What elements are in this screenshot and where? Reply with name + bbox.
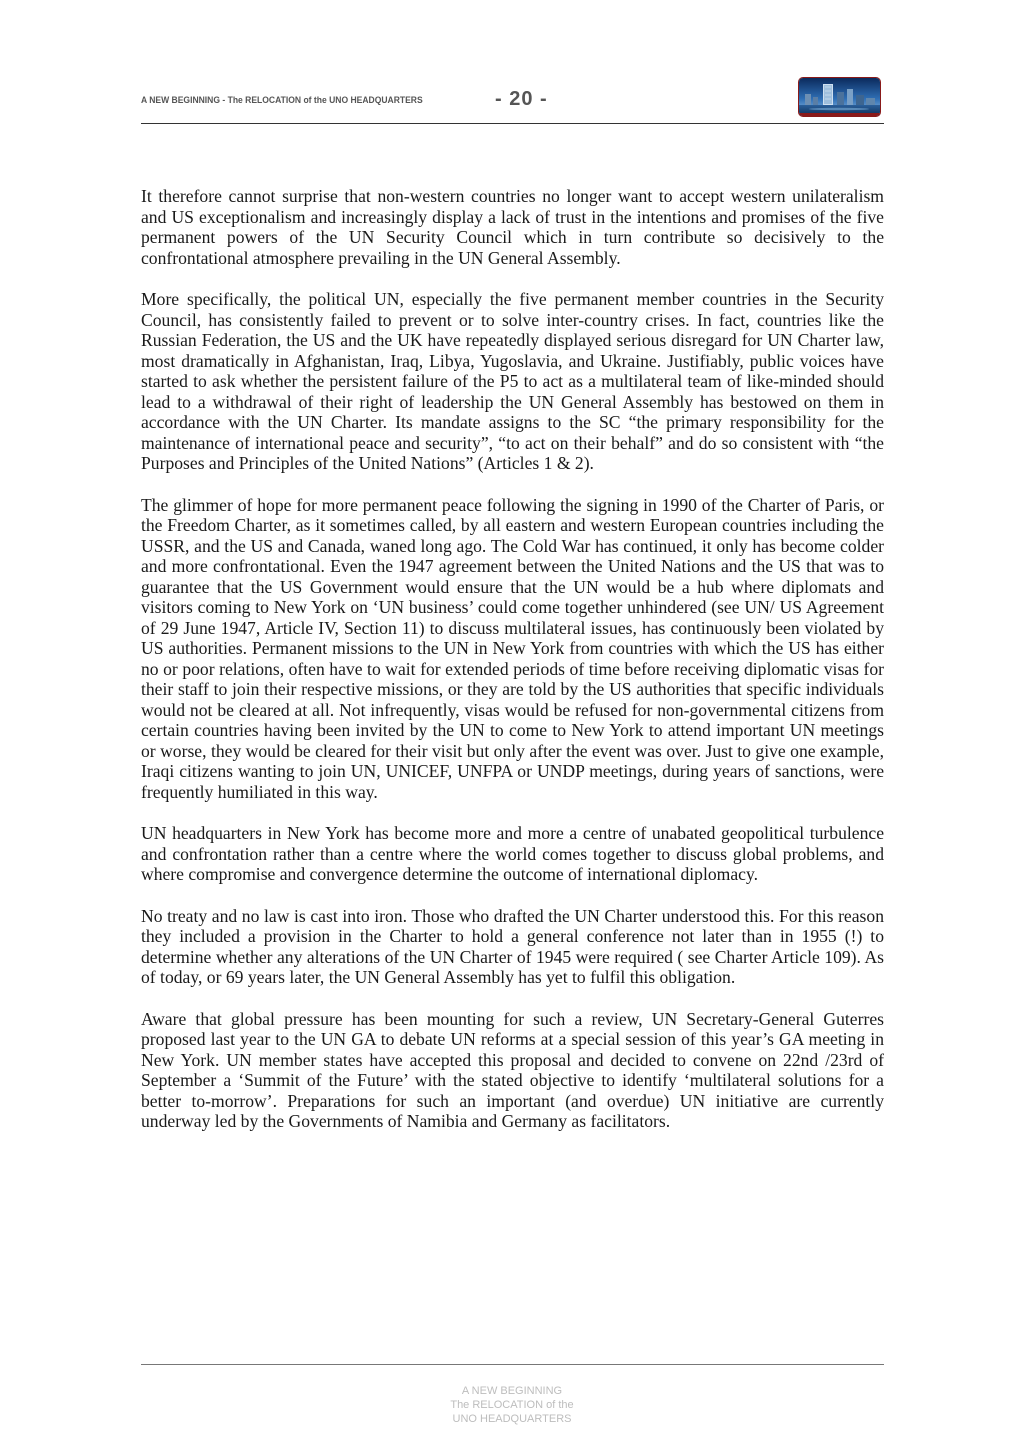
header-divider xyxy=(141,123,884,124)
page-footer xyxy=(412,1384,612,1426)
page-number: - 20 - xyxy=(495,88,548,110)
paragraph-2: More specifically, the political UN, especially the five permanent member countries in the Security Council, has consistently failed to prevent or to solve inter-country crises. In fact, countries like the Russian Federation, the US and the UK have repeatedly displayed serious disregard for UN Charter law, most dramatically in Afghanistan, Iraq, Libya, Yugoslavia, and Ukraine. Justifiably, public voices have started to ask whether the persistent failure of the P5 to act as a multilateral team of like-minded should lead to a withdrawal of their right of leadership the UN General Assembly has bestowed on them in accordance with the UN Charter. Its mandate assigns to the SC “the primary responsibility for the maintenance of international peace and security”, “to act on their behalf” and do so consistent with “the Purposes and Principles of the United Nations” (Articles 1 & 2). xyxy=(141,289,884,473)
paragraph-1: It therefore cannot surprise that non-western countries no longer want to accept western unilateralism and US exceptionalism and increasingly display a lack of trust in the intentions and promises of the five permanent powers of the UN Security Council which in turn contribute so decisively to the confrontational atmosphere prevailing in the UN General Assembly. xyxy=(141,186,884,268)
article-body xyxy=(141,186,884,1153)
paragraph-4: UN headquarters in New York has become more and more a centre of unabated geopolitical turbulence and confrontation rather than a centre where the world comes together to discuss global problems, and where compromise and convergence determine the outcome of international diplomacy. xyxy=(141,823,884,884)
footer-divider xyxy=(141,1364,884,1365)
paragraph-6: Aware that global pressure has been mounting for such a review, UN Secretary-General Guterres proposed last year to the UN GA to debate UN reforms at a special session of this year’s GA meeting in New York. UN member states have accepted this proposal and decided to convene on 22nd /23rd of September a ‘Summit of the Future’ with the stated objective to identify ‘multilateral solutions for a better to-morrow’. Preparations for such an important (and overdue) UN initiative are currently underway led by the Governments of Namibia and Germany as facilitators. xyxy=(141,1008,884,1131)
page-header xyxy=(141,78,884,126)
paragraph-5: No treaty and no law is cast into iron. Those who drafted the UN Charter understood this. For this reason they included a provision in the Charter to hold a general conference not later than in 1955 (!) to determine whether any alterations of the UN Charter of 1945 were required ( see Charter Article 109). As of today, or 69 years later, the UN General Assembly has yet to fulfil this obligation. xyxy=(141,905,884,987)
footer-line-1: A NEW BEGINNING xyxy=(461,1385,563,1397)
footer-line-2: The RELOCATION of the xyxy=(450,1399,574,1411)
footer-line-3: UNO HEADQUARTERS xyxy=(452,1413,572,1425)
un-headquarters-photo-logo-icon xyxy=(799,78,880,116)
header-title: A NEW BEGINNING - The RELOCATION of the UNO HEADQUARTERS xyxy=(141,95,423,106)
paragraph-3: The glimmer of hope for more permanent peace following the signing in 1990 of the Charter of Paris, or the Freedom Charter, as it sometimes called, by all eastern and western European countries including the USSR, and the US and Canada, waned long ago. The Cold War has continued, it only has become colder and more confrontational. Even the 1947 agreement between the United Nations and the US that was to guarantee that the US Government would ensure that the UN would be a hub where diplomats and visitors coming to New York on ‘UN business’ could come together unhindered (see UN/ US Agreement of 29 June 1947, Article IV, Section 11) to discuss multilateral issues, has continuously been violated by US authorities. Permanent missions to the UN in New York from countries with which the US has either no or poor relations, often have to wait for extended periods of time before receiving diplomatic visas for their staff to join their respective missions, or they are told by the US authorities that specific individuals would not be cleared at all. Not infrequently, visas would be refused for non-governmental citizens from certain countries having been invited by the UN to come to New York to attend important UN meetings or worse, they would be cleared for their visit but only after the event was over. Just to give one example, Iraqi citizens wanting to join UN, UNICEF, UNFPA or UNDP meetings, during years of sanctions, were frequently humiliated in this way. xyxy=(141,494,884,802)
